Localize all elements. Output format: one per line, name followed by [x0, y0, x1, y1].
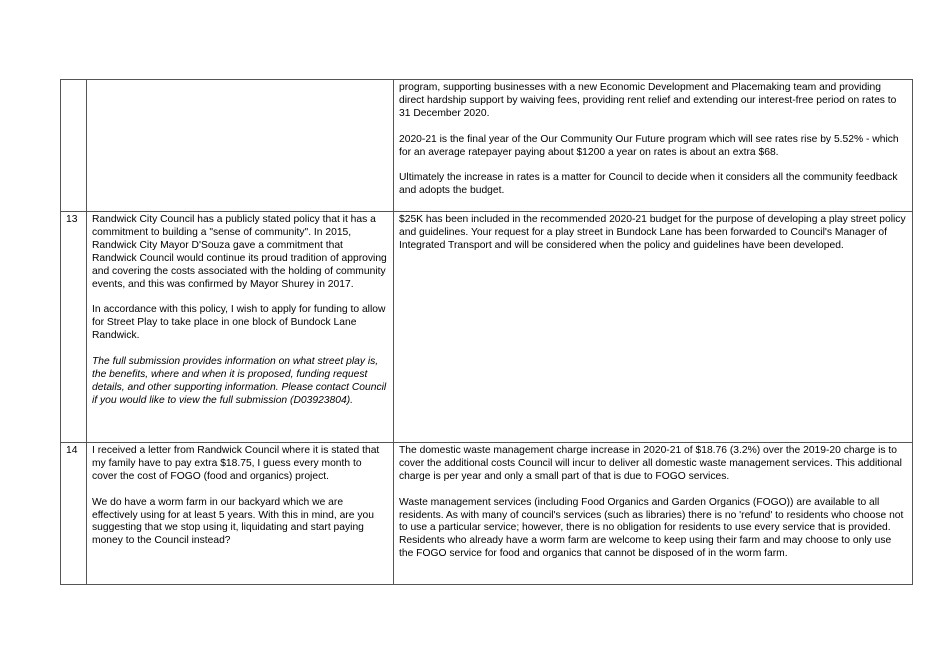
submission-paragraph: I received a letter from Randwick Council where it is stated that my family have to pay extra $18.75, I guess every month to cover the cost of FOGO (food and organics) project. — [92, 445, 380, 482]
row-number: 13 — [61, 212, 87, 443]
submission-paragraph: We do have a worm farm in our backyard which we are effectively using for at least 5 years. With this in mind, are you suggesting that we stop using it, liquidating and start paying money to the Council instead? — [92, 496, 374, 547]
response-paragraph: $25K has been included in the recommended 2020-21 budget for the purpose of developing a play street policy and guidelines. Your request for a play street in Bundock Lane has been forwarded to Council's Manager of Integrated Transport and will be considered when the policy and guidelines have been developed. — [399, 214, 906, 251]
response-cell — [394, 80, 913, 212]
response-paragraph: program, supporting businesses with a new Economic Development and Placemaking team and providing direct hardship support by waiving fees, providing rent relief and extending our interest-free period on rates to 31 December 2020. — [399, 82, 897, 119]
response-cell — [394, 212, 913, 443]
submission-cell — [87, 80, 394, 212]
response-paragraph: Waste management services (including Food Organics and Garden Organics (FOGO)) are available to all residents. As with many of council's services (such as libraries) there is no 'refund' to residents who choose not to use a particular service; however, there is no obligation for residents to use every service that is provided. Residents who already have a worm farm are welcome to keep using their farm and may choose to only use the FOGO service for food and organics that cannot be disposed of in the worm farm. — [399, 496, 904, 560]
submission-note: The full submission provides information on what street play is, the benefits, where and when it is proposed, funding request details, and other supporting information. Please contact Council if you would like to view the full submission (D03923804). — [92, 355, 387, 406]
table-row — [61, 80, 913, 212]
submission-paragraph: In accordance with this policy, I wish to apply for funding to allow for Street Play to take place in one block of Bundock Lane Randwick. — [92, 304, 386, 342]
row-number: 14 — [61, 443, 87, 585]
submission-paragraph: Randwick City Council has a publicly stated policy that it has a commitment to building a "sense of community". In 2015, Randwick City Mayor D'Souza gave a commitment that Randwick Council would continue its proud tradition of approving and covering the costs associated with the holding of community events, and this was confirmed by Mayor Shurey in 2017. — [92, 214, 387, 290]
table-row — [61, 443, 913, 585]
submission-cell — [87, 212, 394, 443]
row-number — [61, 80, 87, 212]
submission-cell — [87, 443, 394, 585]
submissions-table — [60, 79, 913, 585]
response-cell — [394, 443, 913, 585]
response-paragraph: 2020-21 is the final year of the Our Community Our Future program which will see rates rise by 5.52% - which for an average ratepayer paying about $1200 a year on rates is about an extra $68. — [399, 133, 899, 158]
table-row — [61, 212, 913, 443]
response-paragraph: The domestic waste management charge increase in 2020-21 of $18.76 (3.2%) over the 2019-20 charge is to cover the additional costs Council will incur to deliver all domestic waste management services. This additional charge is per year and only a small part of that is due to FOGO services. — [399, 445, 902, 482]
response-paragraph: Ultimately the increase in rates is a matter for Council to decide when it considers all the community feedback and adopts the budget. — [399, 172, 898, 197]
